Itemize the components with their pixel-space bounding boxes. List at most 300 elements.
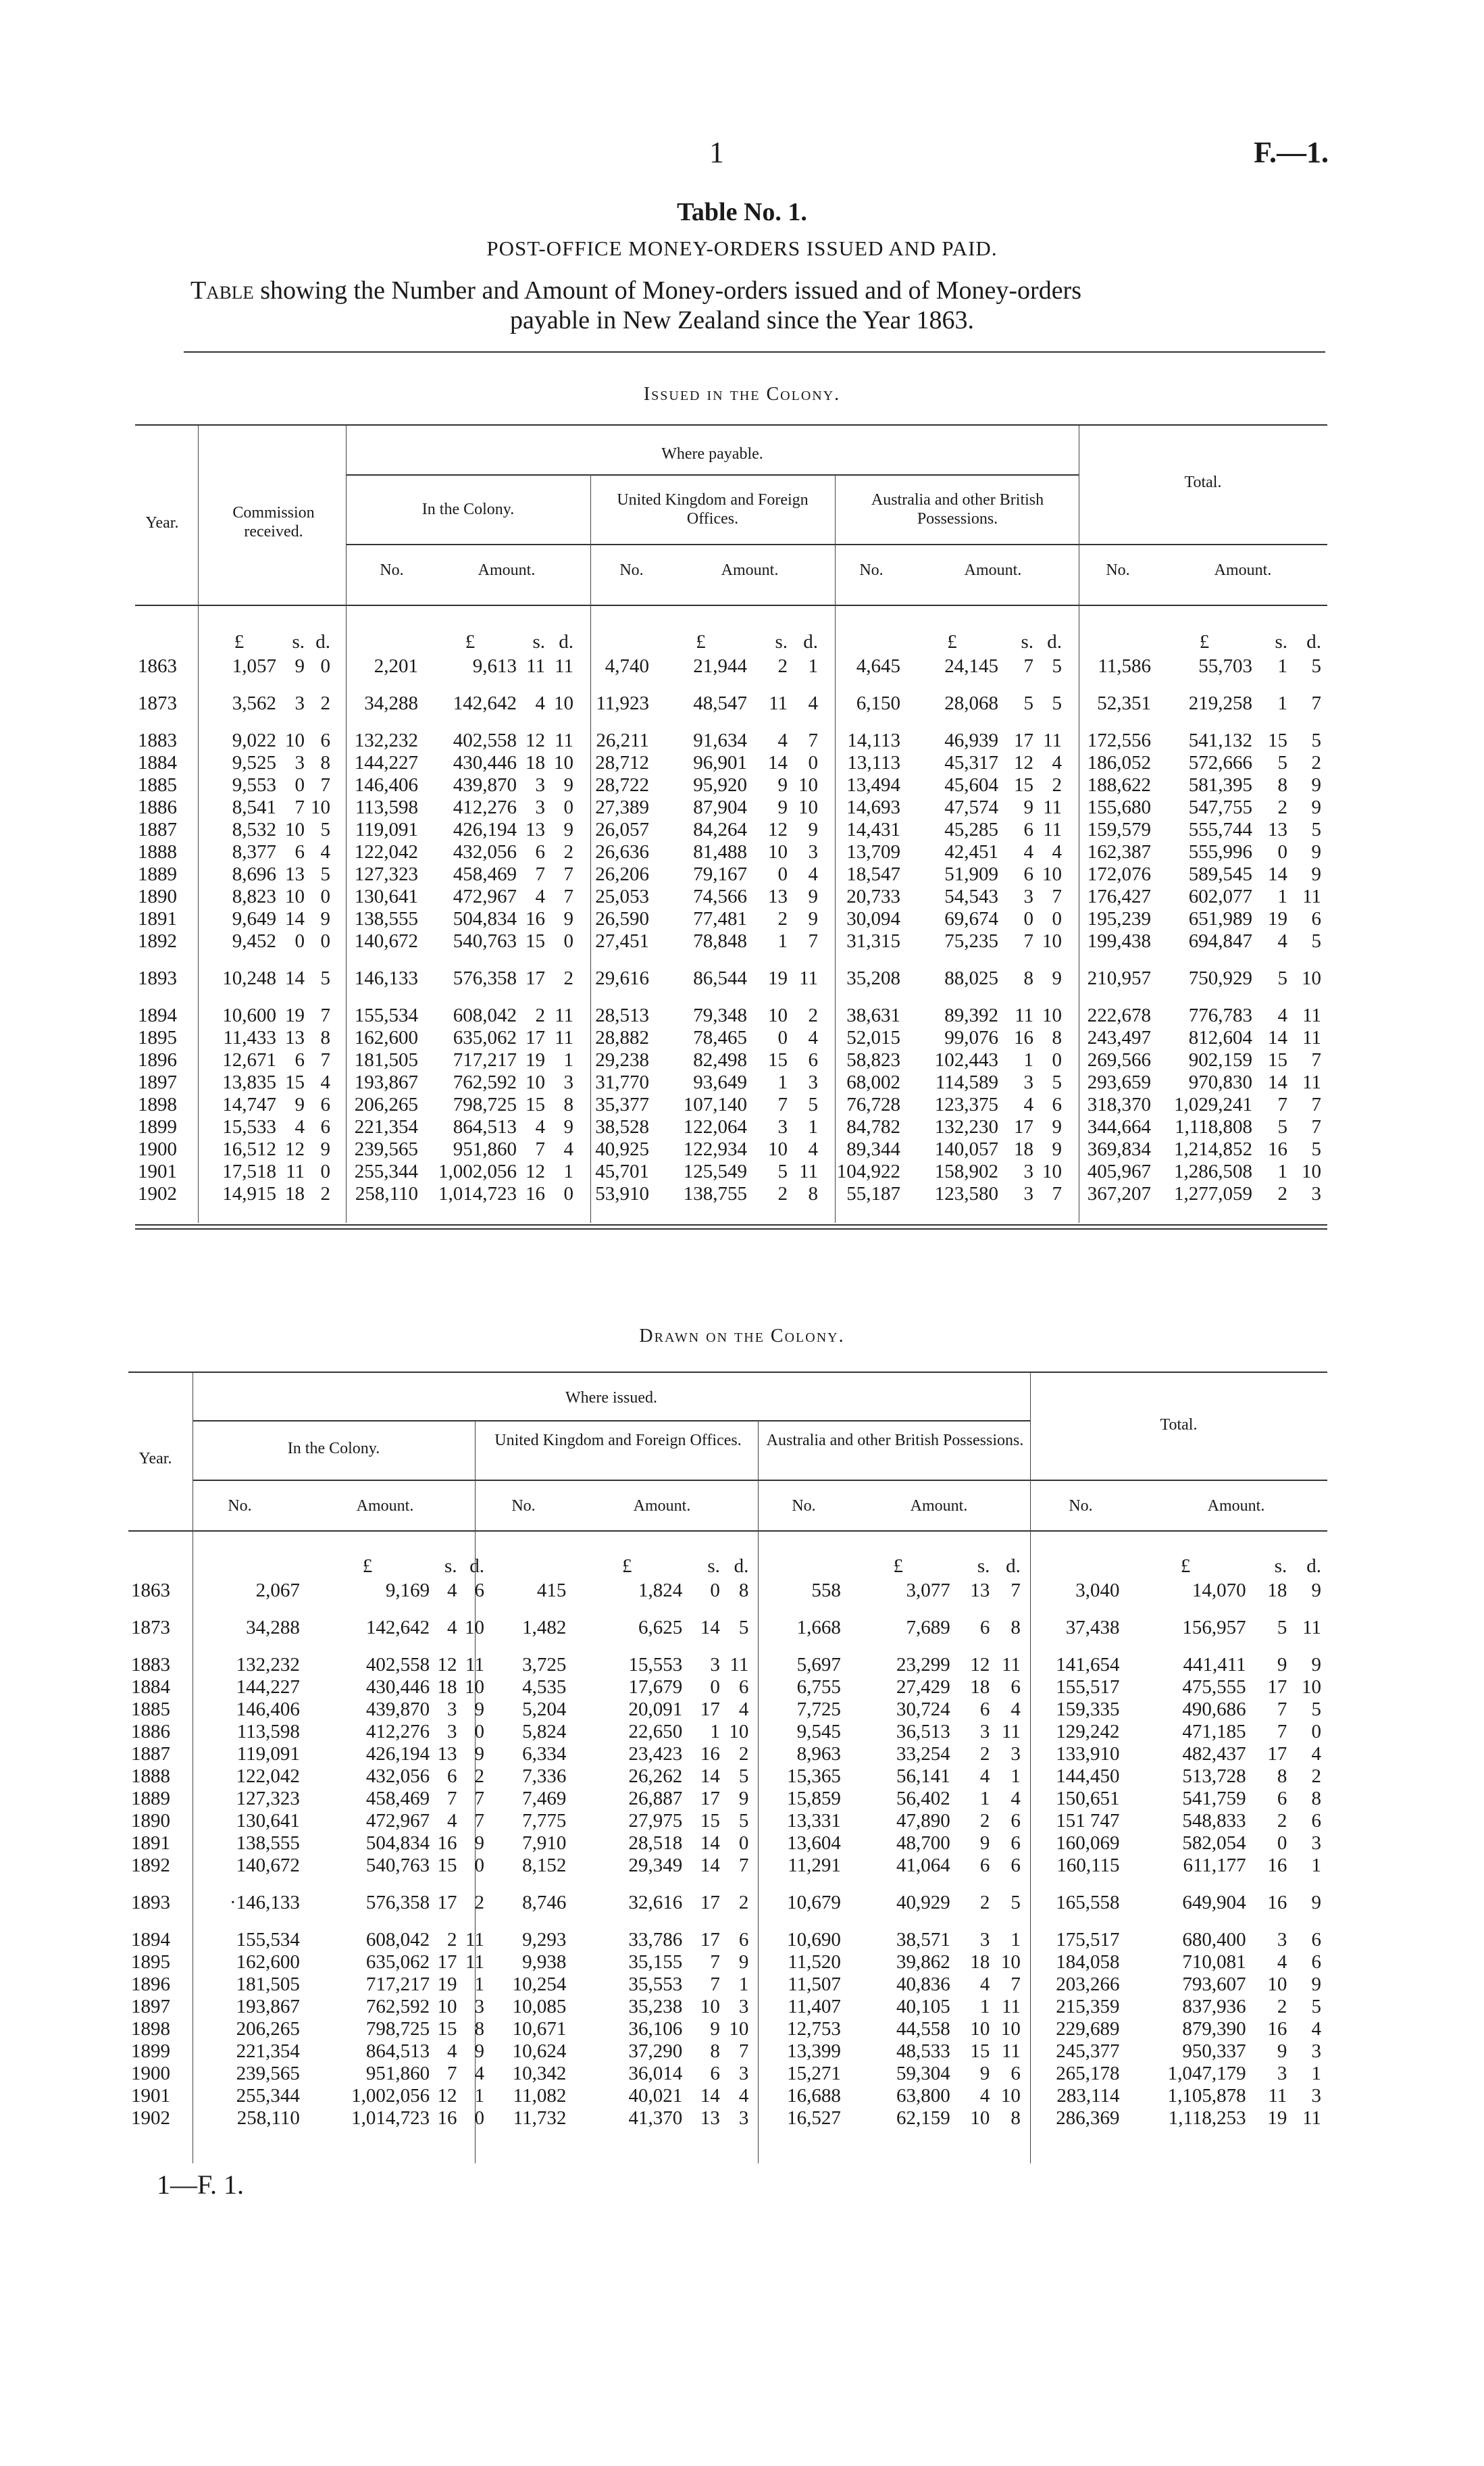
value-cell: 14 <box>1268 863 1287 885</box>
value-cell: 10,679 <box>787 1892 841 1913</box>
value-cell: 17 <box>1267 1676 1287 1698</box>
value-cell: 14,693 <box>846 797 900 818</box>
value-cell: 16 <box>700 1743 720 1765</box>
value-cell: 7 <box>710 1951 720 1973</box>
value-cell: 430,446 <box>453 752 517 774</box>
value-cell: 5 <box>1277 752 1287 774</box>
value-cell: 472,967 <box>365 1810 430 1832</box>
value-cell: 864,513 <box>365 2040 430 2062</box>
value-cell: 4 <box>1023 841 1033 863</box>
value-cell: 541,759 <box>1182 1788 1246 1809</box>
value-cell: 1 <box>1277 1161 1287 1182</box>
value-cell: 1 <box>474 2085 484 2107</box>
value-cell: 11 <box>286 1161 305 1182</box>
value-cell: 6 <box>738 1676 749 1698</box>
value-cell: 146,406 <box>236 1698 300 1720</box>
row-spacer <box>135 715 1324 730</box>
value-cell: 6,150 <box>856 693 900 714</box>
value-cell: 1 <box>563 1049 573 1071</box>
drawn-aus-amount-header: Amount. <box>910 1497 968 1515</box>
issued-header-top-rule <box>135 424 1327 426</box>
value-cell: 2 <box>474 1892 484 1913</box>
value-cell: 4 <box>535 886 545 907</box>
value-cell: 6,625 <box>638 1617 683 1638</box>
value-cell: 6 <box>1010 1676 1021 1698</box>
value-cell: 15,271 <box>787 2063 841 2084</box>
value-cell: 123,580 <box>934 1183 998 1205</box>
value-cell: 14 <box>768 752 788 774</box>
value-cell: 2 <box>320 1183 330 1205</box>
value-cell: 10,085 <box>512 1996 567 2017</box>
table-row <box>128 1951 1324 1973</box>
value-cell: 245,377 <box>1056 2040 1120 2062</box>
unit-pound-label: £ <box>362 1555 373 1577</box>
value-cell: 89,344 <box>846 1138 900 1160</box>
value-cell: 28,882 <box>595 1027 649 1049</box>
value-cell: 504,834 <box>453 908 517 930</box>
value-cell: 8 <box>710 2040 720 2062</box>
value-cell: 122,934 <box>683 1138 747 1160</box>
value-cell: 8 <box>320 1027 330 1049</box>
value-cell: 7,910 <box>522 1832 567 1854</box>
value-cell: 7,689 <box>906 1617 950 1638</box>
value-cell: 7 <box>320 1049 330 1071</box>
value-cell: 3,040 <box>1075 1580 1120 1601</box>
value-cell: 7 <box>447 2063 457 2084</box>
value-cell: 11,433 <box>223 1027 276 1049</box>
value-cell: 0 <box>295 774 305 796</box>
value-cell: 11 <box>1302 1072 1321 1093</box>
value-cell: 5 <box>1010 1892 1021 1913</box>
value-cell: 1,014,723 <box>438 1183 517 1205</box>
issued-total-no-header: No. <box>1106 561 1130 579</box>
value-cell: 970,830 <box>1188 1072 1252 1093</box>
value-cell: 11 <box>1302 1005 1321 1026</box>
value-cell: 10 <box>1267 1973 1287 1995</box>
value-cell: 13,494 <box>846 774 900 796</box>
unit-pound-label: £ <box>947 630 957 653</box>
value-cell: 17 <box>1014 730 1033 751</box>
value-cell: 8 <box>1277 774 1287 796</box>
currency-units-row <box>128 1553 1324 1580</box>
issued-colony-no-header: No. <box>380 561 404 579</box>
value-cell: 1 <box>979 1788 990 1809</box>
value-cell: 10 <box>1042 1005 1062 1026</box>
year-cell: 1885 <box>138 774 177 796</box>
value-cell: 9,293 <box>522 1929 567 1951</box>
value-cell: 8 <box>1277 1765 1287 1787</box>
value-cell: 10 <box>798 774 818 796</box>
value-cell: 7 <box>1311 1116 1321 1138</box>
unit-cell <box>1023 1553 1123 1580</box>
value-cell: 10 <box>285 730 305 751</box>
value-cell: 33,254 <box>896 1743 950 1765</box>
value-cell: 6 <box>474 1580 484 1601</box>
value-cell: 635,062 <box>453 1027 517 1049</box>
value-cell: 11 <box>1302 2107 1321 2129</box>
drawn-where-issued-header: Where issued. <box>565 1389 657 1407</box>
value-cell: 38,631 <box>846 1005 900 1026</box>
value-cell: 35,155 <box>628 1951 683 1973</box>
value-cell: 0 <box>320 886 330 907</box>
value-cell: 5 <box>738 1617 749 1638</box>
table-row <box>135 774 1324 797</box>
value-cell: 8,541 <box>232 797 276 818</box>
unit-s-label: s. <box>444 1555 457 1577</box>
value-cell: 144,450 <box>1056 1765 1120 1787</box>
value-cell: 555,996 <box>1188 841 1252 863</box>
value-cell: 7 <box>474 1788 484 1809</box>
value-cell: 9,553 <box>232 774 276 796</box>
value-cell: 1 <box>1277 655 1287 677</box>
value-cell: 1 <box>808 655 818 677</box>
value-cell: 12 <box>437 1654 457 1676</box>
value-cell: 12 <box>1014 752 1033 774</box>
value-cell: 239,565 <box>354 1138 418 1160</box>
value-cell: 30,094 <box>846 908 900 930</box>
value-cell: 3 <box>777 1116 788 1138</box>
issued-aus-amount-header: Amount. <box>964 561 1022 579</box>
value-cell: 582,054 <box>1182 1832 1246 1854</box>
row-spacer <box>135 990 1324 1005</box>
value-cell: 17 <box>1267 1743 1287 1765</box>
value-cell: 798,725 <box>365 2018 430 2040</box>
value-cell: 0 <box>563 1183 573 1205</box>
value-cell: 4 <box>979 1973 990 1995</box>
value-cell: 68,002 <box>846 1072 900 1093</box>
issued-uk-no-header: No. <box>619 561 644 579</box>
issued-where-rule <box>346 474 1079 476</box>
value-cell: 93,649 <box>693 1072 747 1093</box>
value-cell: 5 <box>738 1810 749 1832</box>
value-cell: 9 <box>474 1832 484 1854</box>
value-cell: 837,936 <box>1182 1996 1246 2017</box>
value-cell: 10 <box>700 1996 720 2017</box>
value-cell: 793,607 <box>1182 1973 1246 1995</box>
spacer-cell <box>135 953 1324 967</box>
value-cell: 258,110 <box>236 2107 300 2129</box>
value-cell: 541,132 <box>1188 730 1252 751</box>
value-cell: 7 <box>1277 1698 1287 1720</box>
value-cell: 0 <box>474 1855 484 1876</box>
spacer-cell <box>135 715 1324 730</box>
table-row <box>128 2085 1324 2107</box>
value-cell: 13 <box>700 2107 720 2129</box>
value-cell: 6 <box>1010 1810 1021 1832</box>
value-cell: 1 <box>474 1973 484 1995</box>
value-cell: 17 <box>1014 1116 1033 1138</box>
year-cell: 1891 <box>138 908 177 930</box>
value-cell: 188,622 <box>1087 774 1151 796</box>
issued-where-payable-header: Where payable. <box>661 445 763 463</box>
value-cell: 155,680 <box>1087 797 1151 818</box>
value-cell: 46,939 <box>944 730 998 751</box>
table-row <box>128 1855 1324 1877</box>
value-cell: 76,728 <box>846 1094 900 1115</box>
value-cell: 34,288 <box>246 1617 300 1638</box>
value-cell: 2 <box>1311 752 1321 774</box>
value-cell: 3 <box>1311 2085 1321 2107</box>
value-cell: 611,177 <box>1183 1855 1246 1876</box>
value-cell: 11 <box>555 1027 573 1049</box>
value-cell: 5 <box>1277 967 1287 989</box>
value-cell: 255,344 <box>354 1161 418 1182</box>
value-cell: 78,848 <box>693 930 747 952</box>
unit-s-label: s. <box>1274 1555 1287 1577</box>
value-cell: 42,451 <box>944 841 998 863</box>
value-cell: 4 <box>1010 1788 1021 1809</box>
value-cell: 7,469 <box>522 1788 567 1809</box>
value-cell: 55,703 <box>1198 655 1252 677</box>
value-cell: 4,535 <box>522 1676 567 1698</box>
value-cell: 3 <box>1023 1161 1033 1182</box>
value-cell: 8,746 <box>522 1892 567 1913</box>
table-row <box>135 1027 1324 1049</box>
value-cell: 16 <box>1014 1027 1033 1049</box>
value-cell: 9 <box>1052 967 1062 989</box>
value-cell: 13,604 <box>787 1832 841 1854</box>
value-cell: 13,835 <box>222 1072 276 1093</box>
value-cell: 2 <box>777 1183 788 1205</box>
value-cell: 5 <box>777 1161 788 1182</box>
value-cell: 219,258 <box>1188 693 1252 714</box>
value-cell: 26,211 <box>596 730 649 751</box>
value-cell: 4 <box>979 2085 990 2107</box>
unit-d-label: d. <box>803 630 818 653</box>
value-cell: 0 <box>474 1721 484 1742</box>
value-cell: 10,342 <box>512 2063 567 2084</box>
value-cell: 432,056 <box>453 841 517 863</box>
value-cell: 10,254 <box>512 1973 567 1995</box>
value-cell: 16 <box>437 2107 457 2129</box>
value-cell: 17 <box>700 1698 720 1720</box>
value-cell: 0 <box>320 930 330 952</box>
value-cell: 15 <box>526 1094 545 1115</box>
unit-cell <box>193 1553 303 1580</box>
value-cell: 4 <box>979 1765 990 1787</box>
value-cell: 412,276 <box>453 797 517 818</box>
value-cell: 8 <box>320 752 330 774</box>
value-cell: 81,488 <box>693 841 747 863</box>
value-cell: 127,323 <box>236 1788 300 1809</box>
unit-d-label: d. <box>1047 630 1062 653</box>
value-cell: 6 <box>1010 1832 1021 1854</box>
value-cell: 1 <box>777 1072 788 1093</box>
value-cell: ·146,133 <box>229 1892 300 1913</box>
value-cell: 19 <box>526 1049 545 1071</box>
value-cell: 5 <box>738 1765 749 1787</box>
table-row <box>135 863 1324 886</box>
table-row <box>128 1996 1324 2018</box>
value-cell: 2 <box>447 1929 457 1951</box>
value-cell: 1 <box>1311 2063 1321 2084</box>
value-cell: 7 <box>474 1810 484 1832</box>
value-cell: 402,558 <box>365 1654 430 1676</box>
value-cell: 9 <box>808 908 818 930</box>
year-cell: 1887 <box>138 819 177 840</box>
value-cell: 717,217 <box>453 1049 517 1071</box>
year-cell: 1883 <box>131 1654 170 1676</box>
value-cell: 3 <box>474 1996 484 2017</box>
value-cell: 717,217 <box>365 1973 430 1995</box>
value-cell: 9 <box>563 819 573 840</box>
drawn-aus-no-header: No. <box>792 1497 816 1515</box>
value-cell: 8,532 <box>232 819 276 840</box>
row-spacer <box>128 1877 1324 1892</box>
value-cell: 11,407 <box>788 1996 841 2017</box>
value-cell: 12 <box>526 730 545 751</box>
value-cell: 142,642 <box>365 1617 430 1638</box>
value-cell: 12 <box>437 2085 457 2107</box>
value-cell: 6 <box>979 1617 990 1638</box>
value-cell: 221,354 <box>236 2040 300 2062</box>
value-cell: 9 <box>1311 774 1321 796</box>
value-cell: 38,571 <box>896 1929 950 1951</box>
year-cell: 1890 <box>138 886 177 907</box>
value-cell: 193,867 <box>236 1996 300 2017</box>
value-cell: 9,452 <box>232 930 276 952</box>
value-cell: 3 <box>979 1721 990 1742</box>
value-cell: 206,265 <box>354 1094 418 1115</box>
value-cell: 9 <box>777 797 788 818</box>
table-row <box>135 1072 1324 1094</box>
table-row <box>135 819 1324 841</box>
value-cell: 5 <box>1023 693 1033 714</box>
value-cell: 344,664 <box>1087 1116 1151 1138</box>
year-cell: 1894 <box>131 1929 170 1951</box>
value-cell: 11 <box>1043 730 1062 751</box>
value-cell: 405,967 <box>1087 1161 1151 1182</box>
value-cell: 13 <box>526 819 545 840</box>
value-cell: 1 <box>1010 1929 1021 1951</box>
value-cell: 1 <box>1023 1049 1033 1071</box>
value-cell: 40,925 <box>595 1138 649 1160</box>
year-cell: 1886 <box>138 797 177 818</box>
value-cell: 15 <box>526 930 545 952</box>
value-cell: 15 <box>768 1049 788 1071</box>
table-row <box>128 1721 1324 1743</box>
value-cell: 23,423 <box>628 1743 683 1765</box>
value-cell: 4 <box>447 2040 457 2062</box>
value-cell: 18 <box>526 752 545 774</box>
value-cell: 4 <box>808 693 818 714</box>
value-cell: 7 <box>1311 693 1321 714</box>
value-cell: 11 <box>555 730 573 751</box>
value-cell: 581,395 <box>1188 774 1252 796</box>
value-cell: 132,232 <box>236 1654 300 1676</box>
value-cell: 3 <box>1023 886 1033 907</box>
value-cell: 19 <box>1268 908 1287 930</box>
value-cell: 9 <box>1311 1580 1321 1601</box>
value-cell: 6 <box>295 841 305 863</box>
description-lead: Table <box>190 276 254 305</box>
value-cell: 10 <box>526 1072 545 1093</box>
value-cell: 27,389 <box>595 797 649 818</box>
issued-table <box>135 628 1324 1205</box>
value-cell: 10 <box>1042 1161 1062 1182</box>
value-cell: 3 <box>808 841 818 863</box>
value-cell: 9 <box>474 2040 484 2062</box>
value-cell: 45,317 <box>944 752 998 774</box>
value-cell: 4,645 <box>856 655 900 677</box>
value-cell: 3 <box>1311 1832 1321 1854</box>
value-cell: 3 <box>295 752 305 774</box>
unit-s-label: s. <box>292 630 305 653</box>
value-cell: 10 <box>1302 1161 1321 1182</box>
value-cell: 9 <box>808 819 818 840</box>
value-cell: 74,566 <box>693 886 747 907</box>
value-cell: 11,923 <box>596 693 649 714</box>
value-cell: 2 <box>1277 1996 1287 2017</box>
drawn-uk-no-header: No. <box>511 1497 536 1515</box>
value-cell: 215,359 <box>1056 1996 1120 2017</box>
value-cell: 14 <box>1268 1072 1287 1093</box>
value-cell: 11 <box>799 1161 818 1182</box>
value-cell: 6 <box>1010 2063 1021 2084</box>
value-cell: 40,021 <box>628 2085 683 2107</box>
value-cell: 9 <box>1023 797 1033 818</box>
value-cell: 1,286,508 <box>1174 1161 1252 1182</box>
drawn-total-no-header: No. <box>1069 1497 1093 1515</box>
value-cell: 15 <box>1268 730 1287 751</box>
value-cell: 77,481 <box>693 908 747 930</box>
value-cell: 12,753 <box>787 2018 841 2040</box>
table-row <box>135 841 1324 863</box>
value-cell: 130,641 <box>354 886 418 907</box>
value-cell: 11 <box>799 967 818 989</box>
value-cell: 54,543 <box>944 886 998 907</box>
value-cell: 82,498 <box>693 1049 747 1071</box>
drawn-year-header: Year. <box>138 1450 172 1467</box>
value-cell: 15,553 <box>628 1654 683 1676</box>
value-cell: 9 <box>979 2063 990 2084</box>
value-cell: 7 <box>808 930 818 952</box>
value-cell: 9,938 <box>522 1951 567 1973</box>
value-cell: 1 <box>777 930 788 952</box>
value-cell: 19 <box>1267 2107 1287 2129</box>
value-cell: 125,549 <box>683 1161 747 1182</box>
table-row <box>128 1973 1324 1996</box>
value-cell: 16 <box>1267 2018 1287 2040</box>
value-cell: 6 <box>1311 1810 1321 1832</box>
value-cell: 13 <box>437 1743 457 1765</box>
value-cell: 127,323 <box>354 863 418 885</box>
value-cell: 10 <box>464 1676 484 1698</box>
value-cell: 150,651 <box>1056 1788 1120 1809</box>
table-row <box>135 752 1324 774</box>
value-cell: 2 <box>320 693 330 714</box>
table-row <box>128 2018 1324 2040</box>
issued-bottom-rule-double <box>135 1228 1327 1230</box>
issued-header-bottom-rule <box>135 605 1327 606</box>
value-cell: 0 <box>563 930 573 952</box>
value-cell: 8 <box>808 1183 818 1205</box>
year-cell: 1896 <box>138 1049 177 1071</box>
value-cell: 28,513 <box>595 1005 649 1026</box>
value-cell: 114,589 <box>935 1072 998 1093</box>
table-row <box>128 1832 1324 1855</box>
value-cell: 11 <box>1302 886 1321 907</box>
table-row <box>128 2063 1324 2085</box>
year-cell: 1902 <box>131 2107 170 2129</box>
value-cell: 122,064 <box>683 1116 747 1138</box>
value-cell: 34,288 <box>364 693 418 714</box>
value-cell: 5 <box>1311 1138 1321 1160</box>
value-cell: 1,482 <box>522 1617 567 1638</box>
value-cell: 3 <box>1277 2063 1287 2084</box>
value-cell: 25,053 <box>595 886 649 907</box>
value-cell: 1 <box>1311 1855 1321 1876</box>
